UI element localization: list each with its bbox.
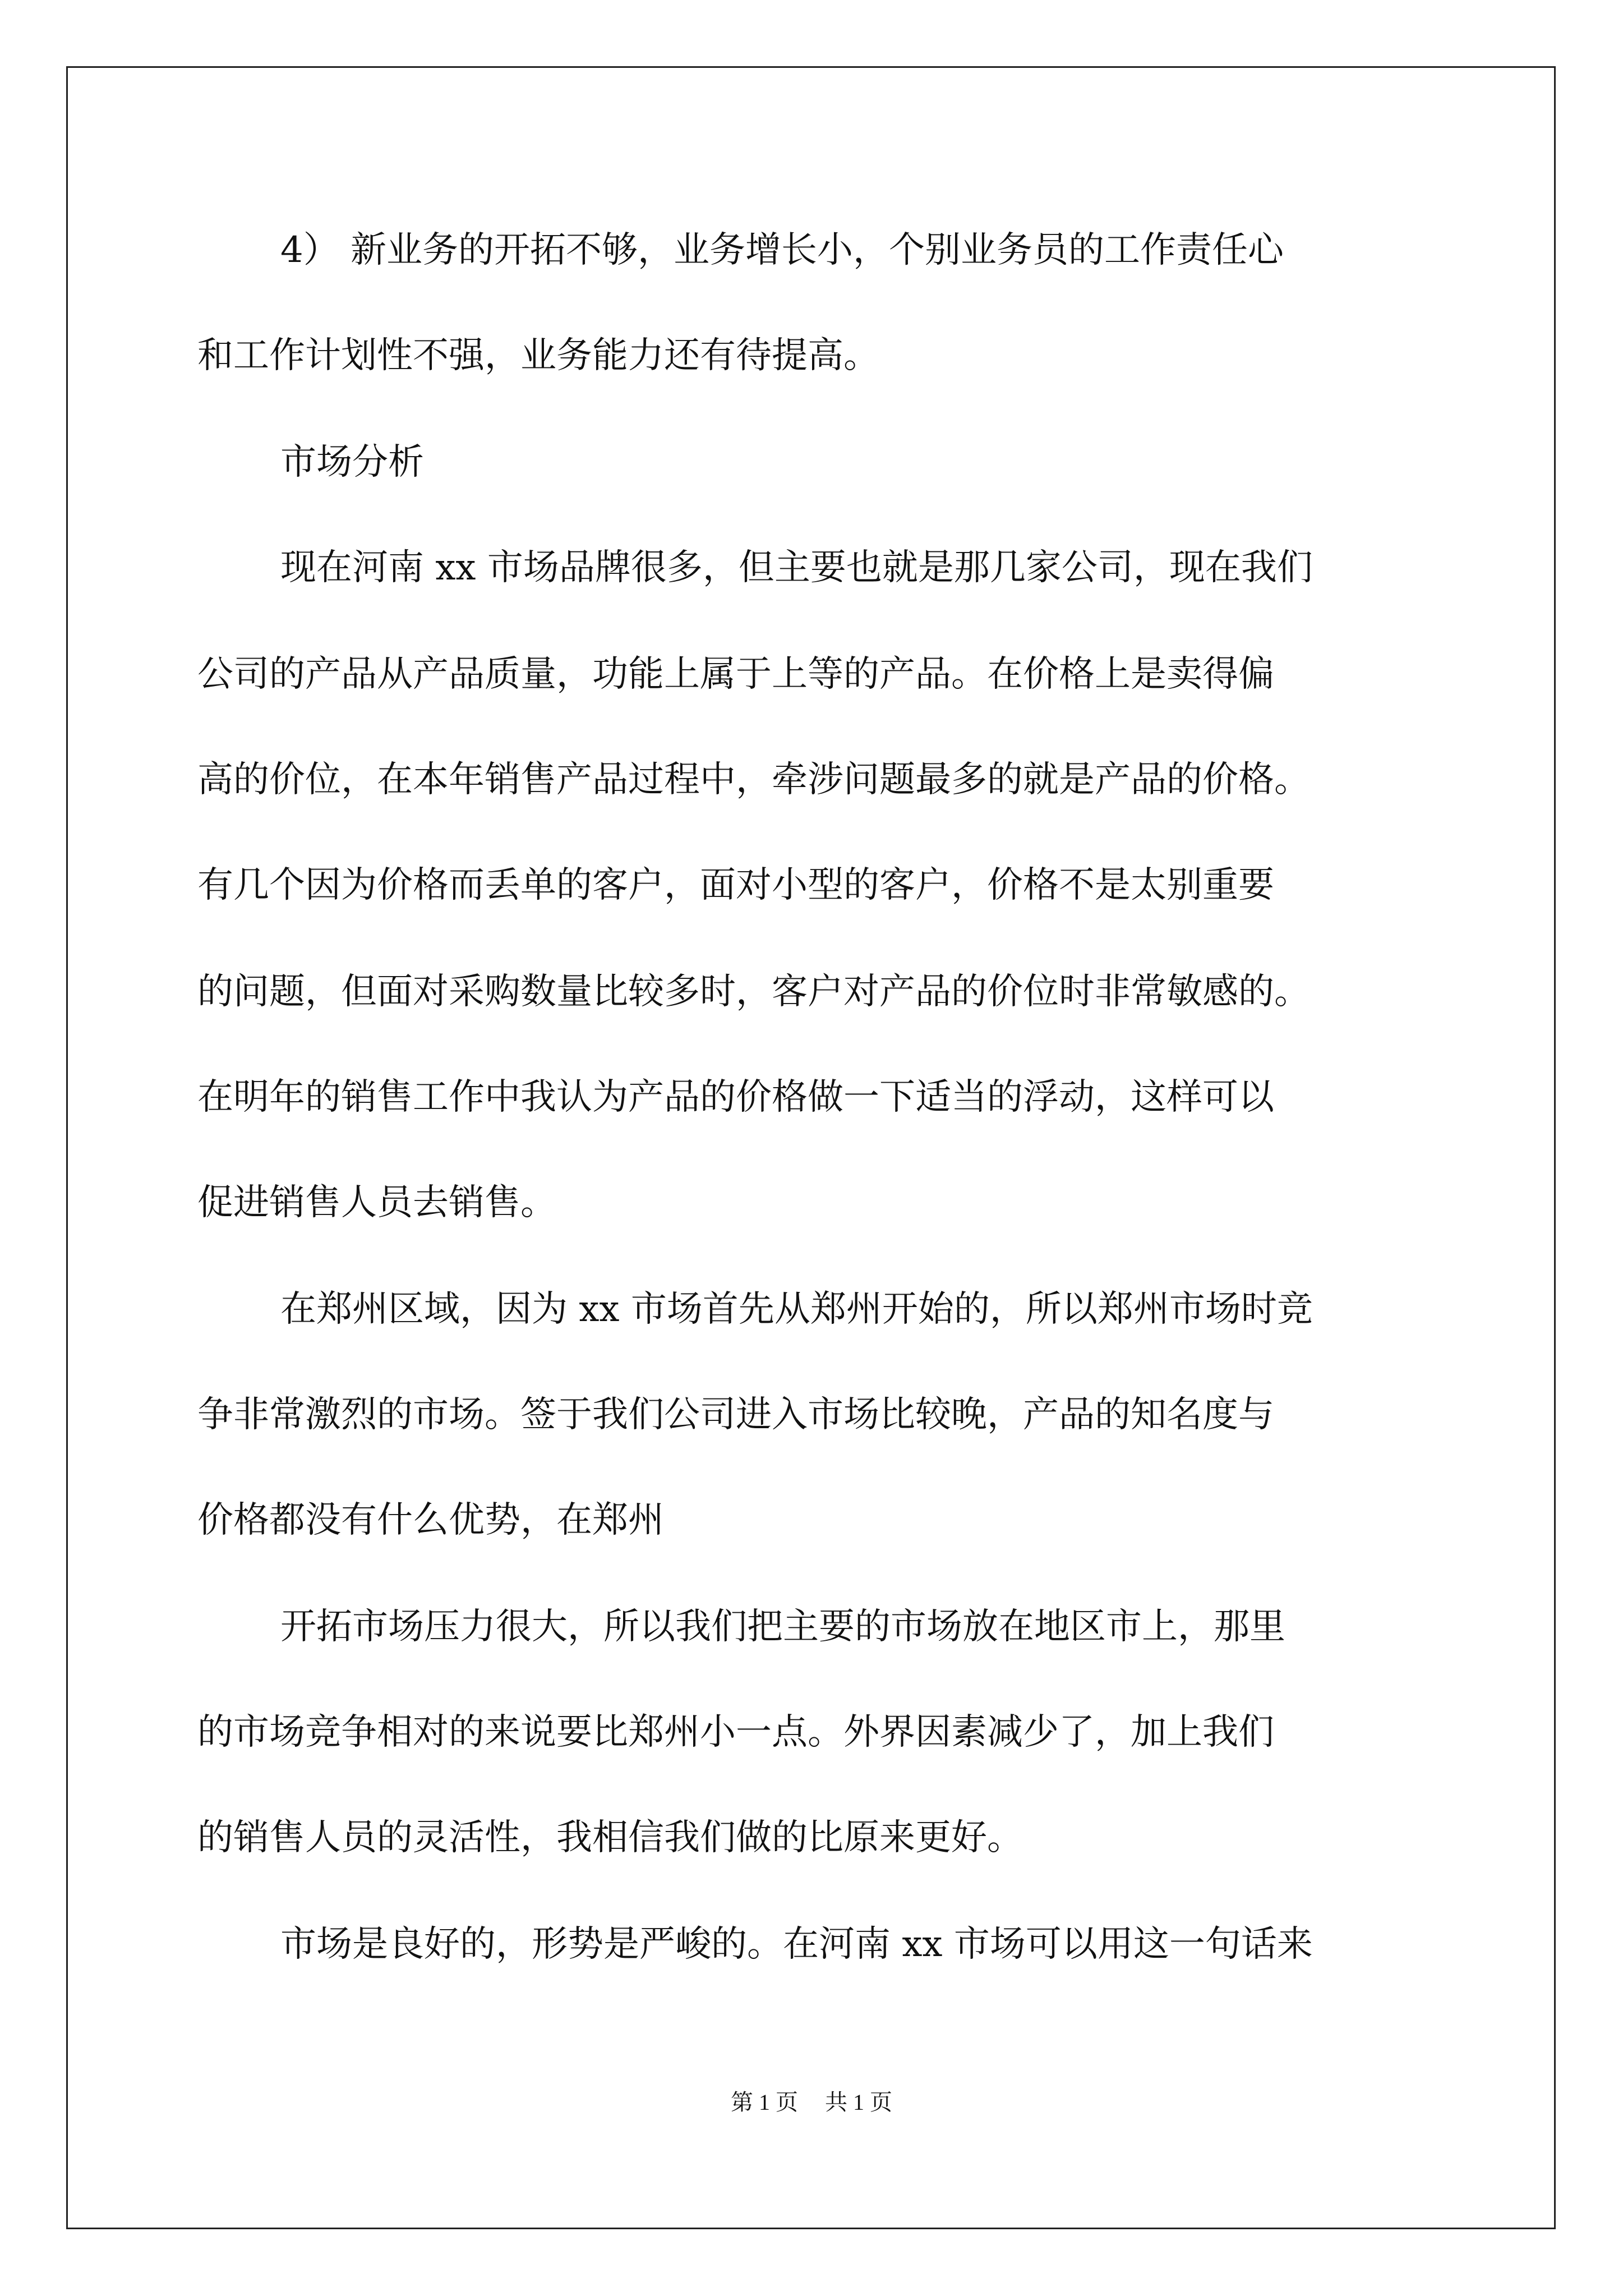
text-line-12: 争非常激烈的市场。签于我们公司进入市场比较晚，产品的知名度与: [197, 1394, 1274, 1435]
text-line-1: 4） 新业务的开拓不够，业务增长小，个别业务员的工作责任心: [280, 229, 1284, 271]
text-line-17: 市场是良好的，形势是严峻的。在河南 xx 市场可以用这一句话来: [280, 1924, 1313, 1965]
text-line-8: 的问题，但面对采购数量比较多时，客户对产品的价位时非常敏感的。: [197, 971, 1310, 1013]
page-number: 第 1 页: [731, 2090, 798, 2115]
text-line-14: 开拓市场压力很大，所以我们把主要的市场放在地区市上，那里: [280, 1606, 1285, 1648]
text-line-15: 的市场竞争相对的来说要比郑州小一点。外界因素减少了，加上我们: [197, 1711, 1274, 1753]
page-footer: [0, 2091, 1623, 2114]
page-border: [66, 66, 1556, 2229]
text-line-9: 在明年的销售工作中我认为产品的价格做一下适当的浮动，这样可以: [197, 1076, 1274, 1118]
text-line-10: 促进销售人员去销售。: [197, 1182, 556, 1223]
text-line-11: 在郑州区域，因为 xx 市场首先从郑州开始的，所以郑州市场时竞: [280, 1289, 1313, 1330]
text-line-16: 的销售人员的灵活性，我相信我们做的比原来更好。: [197, 1817, 1023, 1858]
text-line-13: 价格都没有什么优势，在郑州: [197, 1499, 664, 1541]
section-heading: 市场分析: [280, 441, 424, 483]
text-line-6: 高的价位，在本年销售产品过程中，牵涉问题最多的就是产品的价格。: [197, 759, 1310, 800]
text-line-2: 和工作计划性不强，业务能力还有待提高。: [197, 335, 879, 376]
text-line-7: 有几个因为价格而丢单的客户，面对小型的客户，价格不是太别重要: [197, 864, 1274, 906]
total-pages: 共 1 页: [825, 2090, 892, 2115]
text-line-4: 现在河南 xx 市场品牌很多，但主要也就是那几家公司，现在我们: [280, 547, 1313, 588]
text-line-5: 公司的产品从产品质量，功能上属于上等的产品。在价格上是卖得偏: [197, 654, 1274, 695]
